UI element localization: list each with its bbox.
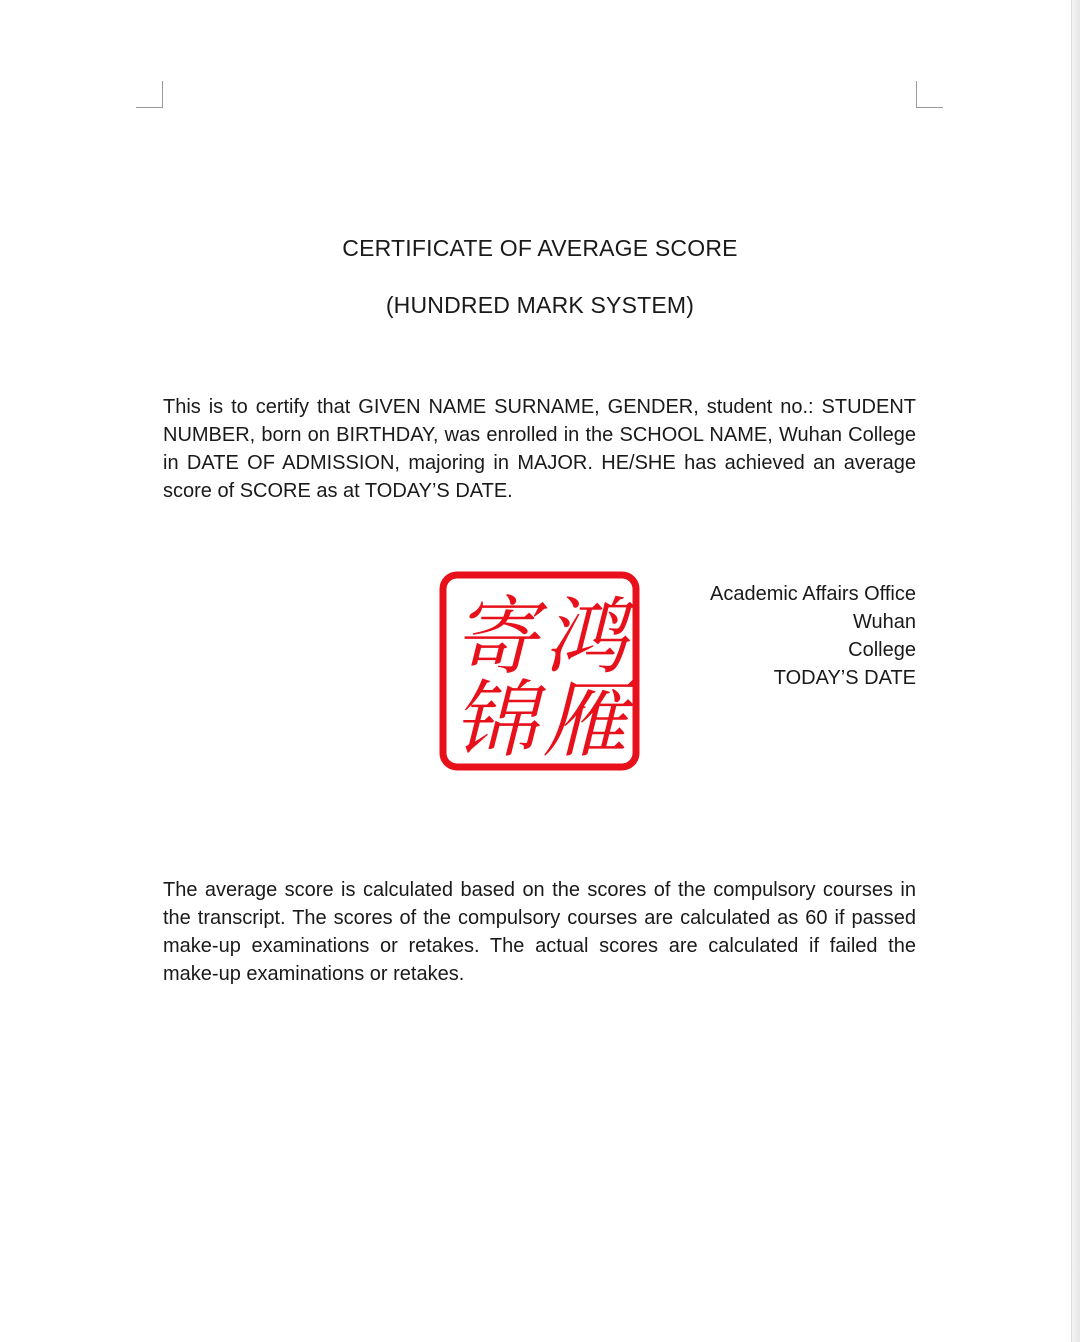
signature-block	[660, 580, 916, 692]
certificate-subtitle: (HUNDRED MARK SYSTEM)	[385, 292, 695, 318]
signature-city: Wuhan	[852, 611, 916, 633]
margin-corner-mark-left	[136, 81, 163, 108]
signature-institution: College	[848, 639, 916, 661]
signature-office: Academic Affairs Office	[709, 583, 916, 605]
certificate-title: CERTIFICATE OF AVERAGE SCORE	[342, 235, 738, 261]
calculation-note-paragraph: The average score is calculated based on the scores of the compulsory courses in the transcript. The scores of the compulsory courses are calculated as 60 if passed make-up examinations or retakes. The actual scores are calculated if failed the make-up examinations or retakes.	[163, 879, 916, 985]
seal-char-bottom-right: 雁	[542, 671, 628, 769]
seal-char-top-left: 寄	[452, 588, 538, 686]
margin-corner-mark-right	[916, 81, 943, 108]
page-edge	[1071, 0, 1080, 1342]
signature-date: TODAY’S DATE	[773, 667, 916, 689]
certification-paragraph: This is to certify that GIVEN NAME SURNAME, GENDER, student no.: STUDENT NUMBER, born on BIRTHDAY, was enrolled in the SCHOOL NAME, Wuhan College in DATE OF ADMISSION, majoring in MAJOR. HE/SHE has achieved an average score of SCORE as at TODAY’S DATE.	[163, 396, 916, 502]
seal-char-bottom-left: 锦	[452, 671, 538, 769]
seal-char-top-right: 鸿	[542, 588, 628, 686]
red-seal-stamp	[439, 571, 640, 771]
